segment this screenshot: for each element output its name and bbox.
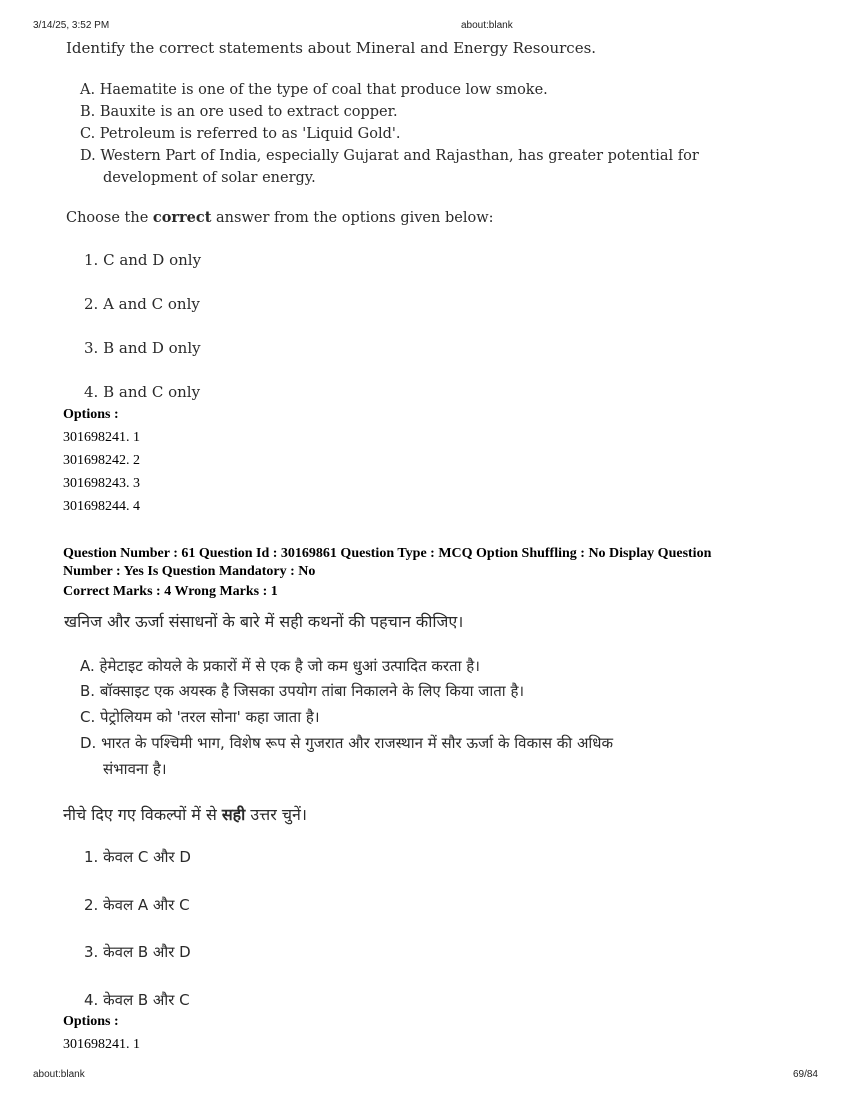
option-id-1: 301698241. 1 <box>63 430 140 445</box>
option-3-hi: 3. केवल B और D <box>84 943 191 961</box>
option-4-hi: 4. केवल B और C <box>84 991 190 1009</box>
option-1-en: 1. C and D only <box>84 251 202 269</box>
choose-instruction-hi: नीचे दिए गए विकल्पों में से सही उत्तर चुनें। <box>63 805 307 824</box>
statement-b-en: B. Bauxite is an ore used to extract copper. <box>80 104 398 120</box>
footer-url: about:blank <box>33 1069 85 1080</box>
options-label-2: Options : <box>63 1014 119 1029</box>
option-id-3: 301698243. 3 <box>63 476 140 491</box>
statement-d-hi: D. भारत के पश्चिमी भाग, विशेष रूप से गुजरात और राजस्थान में सौर ऊर्जा के विकास की अधिक <box>80 734 614 752</box>
option-id-2: 301698242. 2 <box>63 453 140 468</box>
statement-a-en: A. Haematite is one of the type of coal that produce low smoke. <box>80 82 548 98</box>
statement-d-cont-en: development of solar energy. <box>103 170 316 186</box>
print-datetime: 3/14/25, 3:52 PM <box>33 20 110 31</box>
option-3-en: 3. B and D only <box>84 339 201 357</box>
page-number: 69/84 <box>792 1069 818 1080</box>
option-2-en: 2. A and C only <box>84 295 200 313</box>
question-title-hi: खनिज और ऊर्जा संसाधनों के बारे में सही कथनों की पहचान कीजिए। <box>64 612 464 631</box>
statement-c-hi: C. पेट्रोलियम को 'तरल सोना' कहा जाता है। <box>80 708 320 726</box>
options-label: Options : <box>63 407 119 422</box>
question-title-en: Identify the correct statements about Mineral and Energy Resources. <box>66 39 597 57</box>
choose-instruction-en: Choose the correct answer from the options given below: <box>66 209 494 226</box>
statement-c-en: C. Petroleum is referred to as 'Liquid Gold'. <box>80 126 401 142</box>
option-2-hi: 2. केवल A और C <box>84 896 190 914</box>
question-meta-line2: Number : Yes Is Question Mandatory : No <box>63 564 316 579</box>
question-marks: Correct Marks : 4 Wrong Marks : 1 <box>63 584 278 599</box>
option-id-4: 301698244. 4 <box>63 499 140 514</box>
statement-d-cont-hi: संभावना है। <box>103 760 167 778</box>
print-url: about:blank <box>461 20 513 31</box>
option-4-en: 4. B and C only <box>84 383 201 401</box>
question-meta-line1: Question Number : 61 Question Id : 30169861 Question Type : MCQ Option Shuffling : No Display Question <box>63 546 712 561</box>
statement-b-hi: B. बॉक्साइट एक अयस्क है जिसका उपयोग तांबा निकालने के लिए किया जाता है। <box>80 682 525 700</box>
statement-a-hi: A. हेमेटाइट कोयले के प्रकारों में से एक है जो कम धुआं उत्पादित करता है। <box>80 657 480 675</box>
statement-d-en: D. Western Part of India, especially Gujarat and Rajasthan, has greater potential for <box>80 148 699 164</box>
option-id-1-q61: 301698241. 1 <box>63 1037 140 1052</box>
option-1-hi: 1. केवल C और D <box>84 848 191 866</box>
